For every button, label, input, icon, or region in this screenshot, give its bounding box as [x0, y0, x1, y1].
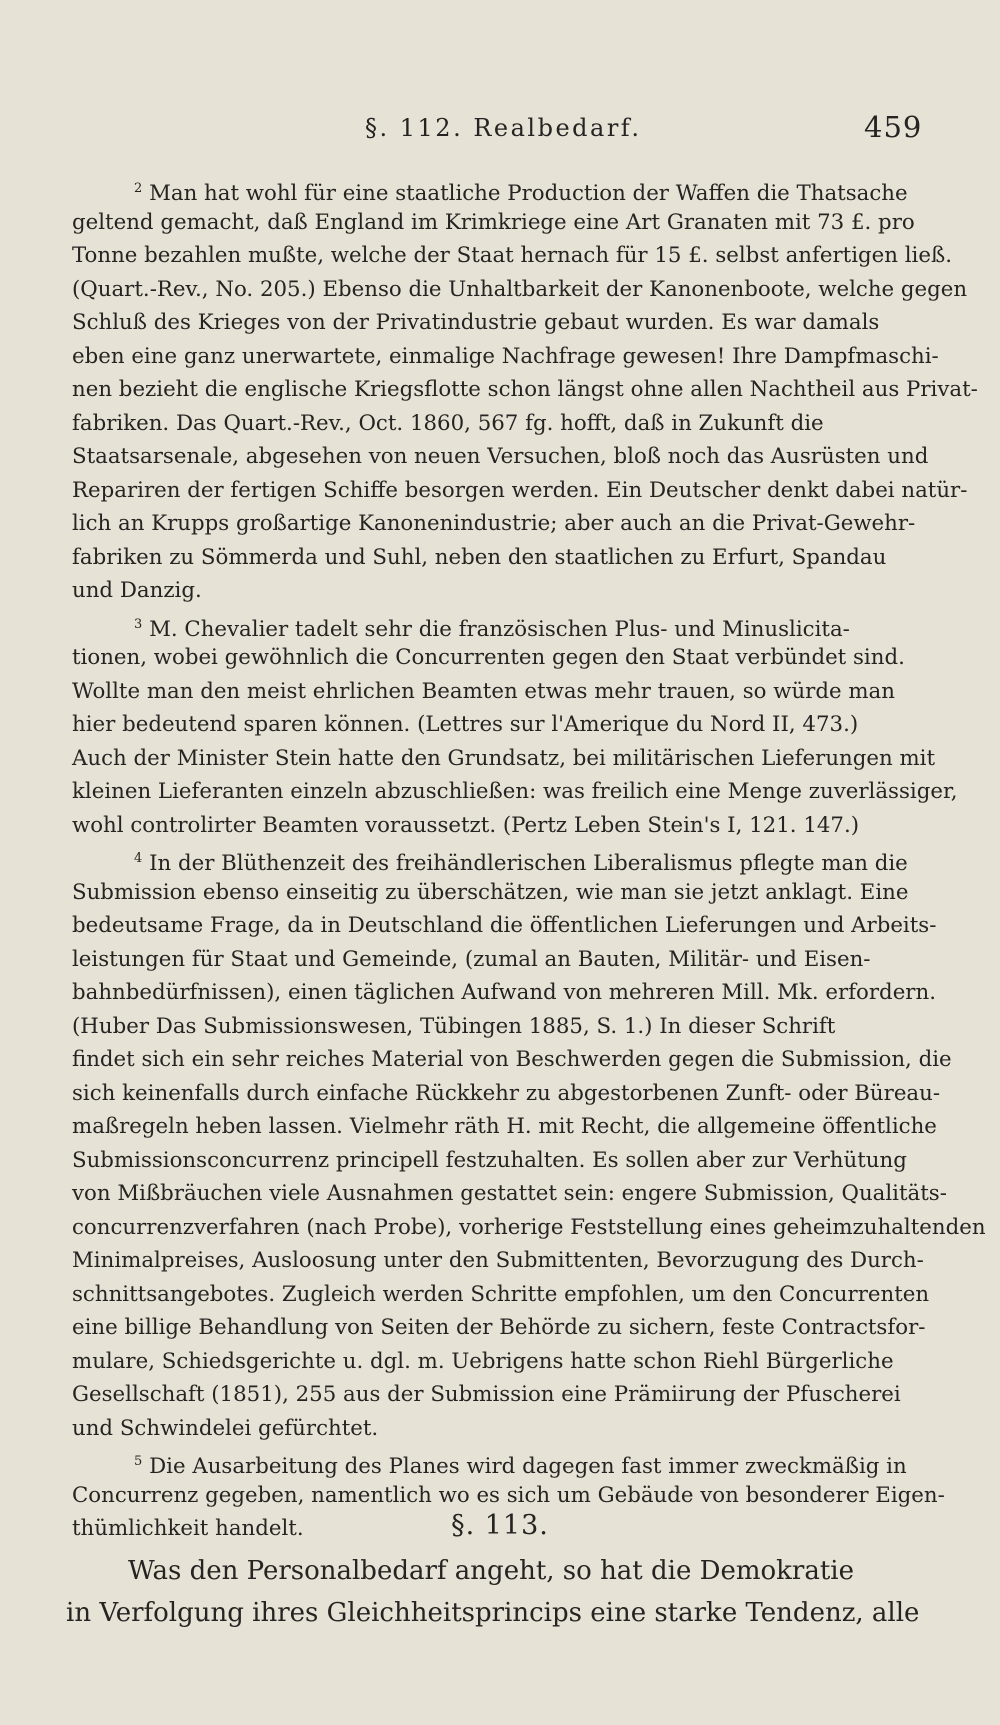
- footnote-marker: 5: [134, 1454, 143, 1469]
- footnote-line: Submission ebenso einseitig zu überschätzen, wie man sie jetzt anklagt. Eine: [72, 879, 909, 905]
- footnote-line: $^2$ Man hat wohl für eine staatliche Production der Waffen die Thatsache: [134, 181, 908, 206]
- footnote-line: nen bezieht die englische Kriegsflotte schon längst ohne allen Nachtheil aus Privat-: [72, 377, 978, 402]
- footnote-line: thümlichkeit handelt.: [72, 1516, 304, 1541]
- footnote-marker: 3: [134, 616, 143, 632]
- footnote-line: und Schwindelei gefürchtet.: [72, 1415, 379, 1441]
- footnote-line: leistungen für Staat und Gemeinde, (zumal an Bauten, Militär- und Eisen-: [72, 946, 871, 972]
- footnotes: [72, 172, 986, 1546]
- footnote-line: hier bedeutend sparen können. (Lettres sur l'Amerique du Nord II, 473.): [72, 712, 859, 737]
- footnote-line: Submissionsconcurrenz principell festzuhalten. Es sollen aber zur Verhütung: [72, 1147, 907, 1173]
- footnote-line: Concurrenz gegeben, namentlich wo es sich um Gebäude von besonderer Eigen-: [72, 1482, 945, 1508]
- running-head: §. 112. Realbedarf.: [365, 114, 642, 142]
- footnote-line: (Huber Das Submissionswesen, Tübingen 1885, S. 1.) In dieser Schrift: [72, 1013, 836, 1039]
- footnote-line: Wollte man den meist ehrlichen Beamten etwas mehr trauen, so würde man: [72, 678, 895, 704]
- footnote-line: Tonne bezahlen mußte, welche der Staat hernach für 15 £. selbst anfertigen ließ.: [72, 243, 952, 268]
- footnote-line: fabriken zu Sömmerda und Suhl, neben den staatlichen zu Erfurt, Spandau: [72, 544, 887, 570]
- footnote-line: Staatsarsenale, abgesehen von neuen Versuchen, bloß noch das Ausrüsten und: [72, 444, 929, 469]
- footnote-marker: 4: [134, 851, 143, 866]
- footnote-line: Repariren der fertigen Schiffe besorgen werden. Ein Deutscher denkt dabei natür-: [72, 477, 968, 503]
- page-header: [0, 110, 1000, 150]
- footnote-line: schnittsangebotes. Zugleich werden Schritte empfohlen, um den Concurrenten: [72, 1281, 930, 1307]
- footnote-line: tionen, wobei gewöhnlich die Concurrenten gegen den Staat verbündet sind.: [72, 645, 905, 670]
- section-heading: §. 113.: [451, 1510, 549, 1541]
- footnote-line: geltend gemacht, daß England im Krimkriege eine Art Granaten mit 73 £. pro: [72, 209, 915, 235]
- footnote-marker: 2: [134, 181, 143, 196]
- footnote-line: lich an Krupps großartige Kanonenindustrie; aber auch an die Privat-Gewehr-: [72, 511, 916, 536]
- body-line: in Verfolgung ihres Gleichheitsprincips eine starke Tendenz, alle: [66, 1598, 920, 1628]
- section-body: [66, 1550, 920, 1634]
- footnote-line: sich keinenfalls durch einfache Rückkehr zu abgestorbenen Zunft- oder Büreau-: [72, 1080, 941, 1106]
- footnote-line: $^4$ In der Blüthenzeit des freihändlerischen Liberalismus pflegte man die: [134, 851, 908, 876]
- footnote-line: bahnbedürfnissen), einen täglichen Aufwand von mehreren Mill. Mk. erfordern.: [72, 980, 936, 1005]
- footnote-line: von Mißbräuchen viele Ausnahmen gestattet sein: engere Submission, Qualitäts-: [72, 1181, 947, 1206]
- footnote-line: kleinen Lieferanten einzeln abzuschließen: was freilich eine Menge zuverlässiger,: [72, 779, 958, 804]
- footnote-line: fabriken. Das Quart.-Rev., Oct. 1860, 567 fg. hofft, daß in Zukunft die: [72, 410, 824, 436]
- footnote-line: $^3$ M. Chevalier tadelt sehr die französischen Plus- und Minuslicita-: [134, 616, 850, 642]
- footnote-line: Gesellschaft (1851), 255 aus der Submission eine Prämiirung der Pfuscherei: [72, 1382, 901, 1407]
- footnote-4: [72, 842, 986, 1445]
- page-number: 459: [864, 110, 923, 144]
- footnote-line: findet sich ein sehr reiches Material von Beschwerden gegen die Submission, die: [72, 1047, 952, 1072]
- footnote-line: eben eine ganz unerwartete, einmalige Nachfrage gewesen! Ihre Dampfmaschi-: [72, 343, 939, 369]
- footnote-line: und Danzig.: [72, 578, 202, 603]
- footnote-line: bedeutsame Frage, da in Deutschland die öffentlichen Lieferungen und Arbeits-: [72, 913, 937, 938]
- footnote-line: mulare, Schiedsgerichte u. dgl. m. Uebrigens hatte schon Riehl Bürgerliche: [72, 1348, 894, 1374]
- footnote-line: Auch der Minister Stein hatte den Grundsatz, bei militärischen Lieferungen mit: [72, 745, 936, 771]
- body-line: Was den Personalbedarf angeht, so hat die Demokratie: [128, 1556, 855, 1586]
- footnote-line: Minimalpreises, Ausloosung unter den Submittenten, Bevorzugung des Durch-: [72, 1248, 924, 1273]
- footnote-line: (Quart.-Rev., No. 205.) Ebenso die Unhaltbarkeit der Kanonenboote, welche gegen: [72, 276, 968, 302]
- footnote-2: [72, 172, 978, 608]
- footnote-line: Schluß des Krieges von der Privatindustrie gebaut wurden. Es war damals: [72, 310, 880, 335]
- footnote-line: maßregeln heben lassen. Vielmehr räth H. mit Recht, die allgemeine öffentliche: [72, 1114, 937, 1139]
- footnote-3: [72, 608, 958, 843]
- footnote-line: wohl controlirter Beamten voraussetzt. (Pertz Leben Stein's I, 121. 147.): [72, 812, 860, 838]
- footnote-line: $^5$ Die Ausarbeitung des Planes wird dagegen fast immer zweckmäßig in: [134, 1454, 907, 1479]
- footnote-line: eine billige Behandlung von Seiten der Behörde zu sichern, feste Contractsfor-: [72, 1315, 926, 1340]
- footnote-line: concurrenzverfahren (nach Probe), vorherige Feststellung eines geheimzuhaltenden: [72, 1214, 986, 1240]
